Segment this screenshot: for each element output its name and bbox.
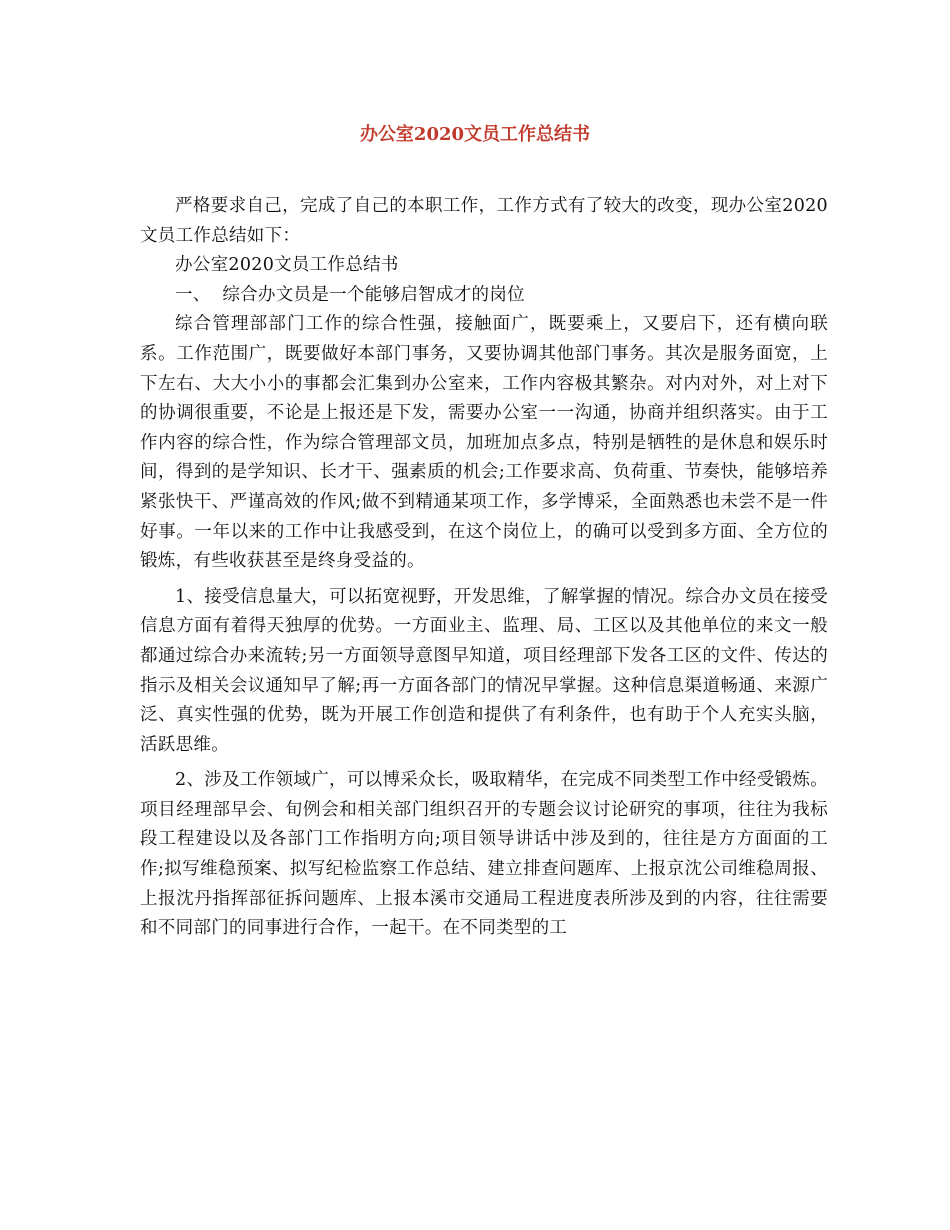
paragraph-subtitle: 办公室2020文员工作总结书 [175, 255, 399, 276]
paragraph-intro: 严格要求自己，完成了自己的本职工作，工作方式有了较大的改变，现办公室2020文员工作总结如下： [140, 196, 828, 246]
paragraph-section-heading: 一、 综合办文员是一个能够启智成才的岗位 [175, 284, 525, 305]
paragraph-overview: 综合管理部部门工作的综合性强，接触面广，既要乘上，又要启下，还有横向联系。工作范围广，既要做好本部门事务，又要协调其他部门事务。其次是服务面宽，上下左右、大大小小的事都会汇集到办公室来，工作内容极其繁杂。对内对外，对上对下的协调很重要，不论是上报还是下发，需要办公室一一沟通，协商并组织落实。由于工作内容的综合性，作为综合管理部文员，加班加点多点，特别是牺牲的是休息和娱乐时间，得到的是学知识、长才干、强素质的机会;工作要求高、负荷重、节奏快，能够培养紧张快干、严谨高效的作风;做不到精通某项工作，多学博采，全面熟悉也未尝不是一件好事。一年以来的工作中让我感受到，在这个岗位上，的确可以受到多方面、全方位的锻炼，有些收获甚至是终身受益的。 [140, 314, 828, 572]
document-title: 办公室2020文员工作总结书 [359, 124, 591, 145]
paragraph-point-1: 1、接受信息量大，可以拓宽视野，开发思维，了解掌握的情况。综合办文员在接受信息方面有着得天独厚的优势。一方面业主、监理、局、工区以及其他单位的来文一般都通过综合办来流转;另一方面领导意图早知道，项目经理部下发各工区的文件、传达的指示及相关会议通知早了解;再一方面各部门的情况早掌握。这种信息渠道畅通、来源广泛、真实性强的优势，既为开展工作创造和提供了有利条件，也有助于个人充实头脑，活跃思维。 [140, 586, 828, 755]
document-body [140, 192, 828, 944]
paragraph-point-2: 2、涉及工作领域广，可以博采众长，吸取精华，在完成不同类型工作中经受锻炼。项目经理部早会、旬例会和相关部门组织召开的专题会议讨论研究的事项，往往为我标段工程建设以及各部门工作指明方向;项目领导讲话中涉及到的，往往是方方面面的工作;拟写维稳预案、拟写纪检监察工作总结、建立排查问题库、上报京沈公司维稳周报、上报沈丹指挥部征拆问题库、上报本溪市交通局工程进度表所涉及到的内容，往往需要和不同部门的同事进行合作，一起干。在不同类型的工 [140, 770, 828, 939]
